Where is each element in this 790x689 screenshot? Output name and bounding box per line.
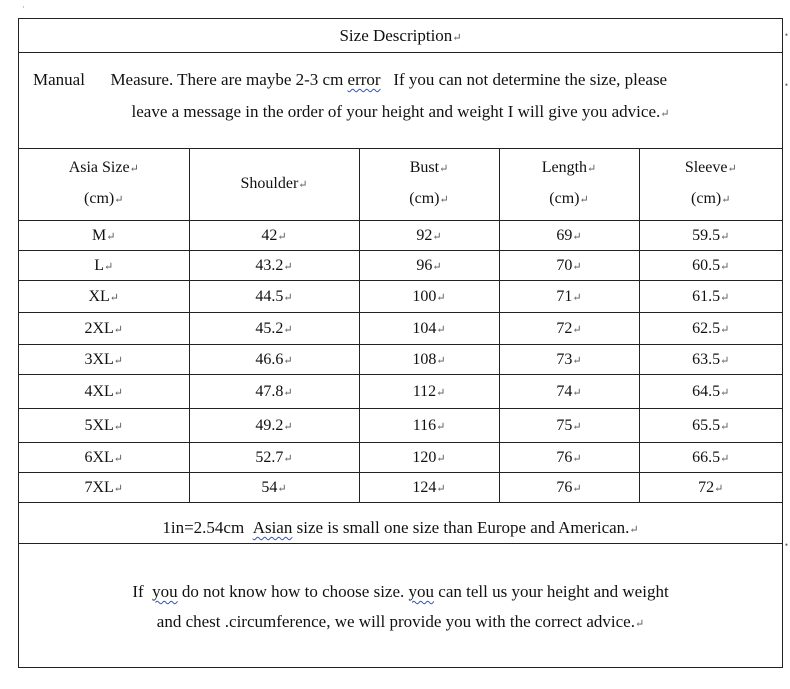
paragraph-mark: ↵: [660, 108, 670, 120]
cell-value: 59.5: [692, 226, 721, 244]
cell-shoulder: [189, 443, 359, 473]
cell-mark: ↵: [436, 452, 446, 465]
cell-mark: ↵: [283, 260, 293, 273]
cell-value: 46.6: [255, 350, 284, 368]
cell-mark: ↵: [720, 354, 730, 367]
cell-mark: ↵: [277, 482, 287, 495]
cell-value: 72: [556, 319, 573, 337]
cell-sleeve: [639, 345, 782, 375]
cell-mark: ↵: [113, 386, 124, 399]
cell-shoulder: [189, 281, 359, 313]
cell-mark: ↵: [436, 323, 446, 336]
cell-mark: ↵: [283, 323, 293, 336]
cell-shoulder: [189, 409, 359, 443]
cell-size: [19, 221, 189, 251]
manual-row: [19, 52, 782, 149]
cell-size: [19, 375, 189, 409]
advice-line2-text: and chest .circumference, we will provide you with the correct advice.: [156, 612, 635, 631]
cell-bust: [359, 375, 499, 409]
cell-value: 72: [698, 478, 715, 496]
page-title: Size Description: [339, 26, 453, 45]
cell-shoulder: [189, 345, 359, 375]
cell-value: 73: [556, 350, 573, 368]
cell-value: 52.7: [255, 448, 284, 466]
cell-mark: ↵: [106, 230, 116, 243]
cell-mark: ↵: [720, 420, 730, 433]
cell-size: [19, 281, 189, 313]
cell-size: [19, 251, 189, 281]
cell-value: 43.2: [255, 256, 284, 274]
header-asia-size-line2: (cm): [84, 190, 115, 207]
cell-mark: ↵: [720, 452, 730, 465]
cell-value: 100: [412, 287, 437, 305]
cell-sleeve: [639, 473, 782, 503]
header-bust-line2: (cm): [409, 190, 440, 207]
cell-value: L: [94, 256, 105, 274]
cell-mark: ↵: [109, 291, 120, 304]
row-end-mark: •: [784, 80, 788, 90]
asian-word: Asian: [252, 518, 293, 537]
cell-value: 65.5: [692, 416, 721, 434]
cell-mark: ↵: [587, 163, 597, 175]
advice-line1-rest: can tell us your height and weight: [438, 582, 669, 601]
table-row: [19, 443, 782, 473]
conversion-rest: size is small one size than Europe and American.: [296, 518, 630, 537]
table-row: [19, 375, 782, 409]
table-header-row: [19, 148, 782, 221]
cell-bust: [359, 313, 499, 345]
cell-shoulder: [189, 221, 359, 251]
cell-value: M: [92, 226, 107, 244]
advice-line-1: [19, 577, 782, 607]
cell-value: XL: [88, 287, 110, 305]
header-shoulder: [189, 148, 359, 221]
cell-mark: ↵: [436, 291, 446, 304]
title-row: [19, 19, 782, 53]
cell-mark: ↵: [113, 482, 124, 495]
cell-value: 7XL: [84, 478, 114, 496]
cell-size: [19, 345, 189, 375]
cell-value: 64.5: [692, 382, 721, 400]
table-row: [19, 409, 782, 443]
cell-value: 62.5: [692, 319, 721, 337]
cell-mark: ↵: [283, 452, 293, 465]
cell-length: [499, 375, 639, 409]
advice-you-2: you: [408, 582, 435, 601]
cell-shoulder: [189, 313, 359, 345]
cell-bust: [359, 473, 499, 503]
cell-mark: ↵: [432, 260, 442, 273]
cell-bust: [359, 409, 499, 443]
cell-length: [499, 345, 639, 375]
cell-value: 116: [412, 416, 437, 434]
cell-mark: ↵: [720, 291, 730, 304]
cell-value: 69: [556, 226, 573, 244]
cell-mark: ↵: [572, 291, 582, 304]
cell-value: 42: [261, 226, 278, 244]
cell-length: [499, 281, 639, 313]
header-length: [499, 148, 639, 221]
cell-value: 49.2: [255, 416, 284, 434]
cell-mark: ↵: [714, 482, 724, 495]
header-asia-size-line1: Asia Size: [68, 159, 130, 176]
header-bust-line1: Bust: [409, 159, 440, 176]
cell-mark: ↵: [114, 194, 124, 206]
paragraph-mark: ↵: [452, 32, 462, 44]
table-row: [19, 221, 782, 251]
cell-value: 124: [412, 478, 437, 496]
paragraph-mark: ↵: [629, 524, 639, 536]
header-bust: [359, 148, 499, 221]
cell-mark: ↵: [572, 482, 582, 495]
cell-value: 71: [556, 287, 573, 305]
cell-mark: ↵: [432, 230, 442, 243]
manual-line-1: [33, 70, 667, 90]
cell-mark: ↵: [113, 452, 124, 465]
table-row: [19, 345, 782, 375]
cell-value: 120: [412, 448, 437, 466]
cell-mark: ↵: [283, 386, 293, 399]
header-length-line2: (cm): [549, 190, 580, 207]
cell-shoulder: [189, 473, 359, 503]
cell-mark: ↵: [720, 260, 730, 273]
cell-value: 96: [416, 256, 433, 274]
cell-shoulder: [189, 251, 359, 281]
cell-mark: ↵: [720, 386, 730, 399]
cell-sleeve: [639, 443, 782, 473]
cell-size: [19, 409, 189, 443]
cell-mark: ↵: [439, 194, 449, 206]
cell-sleeve: [639, 221, 782, 251]
advice-line-2: [19, 607, 782, 639]
cell-mark: ↵: [283, 354, 293, 367]
manual-line1-rest: If you can not determine the size, please: [393, 70, 668, 89]
header-sleeve-line2: (cm): [691, 190, 722, 207]
cell-shoulder: [189, 375, 359, 409]
paragraph-mark: ↵: [634, 618, 645, 630]
cell-value: 104: [412, 319, 437, 337]
cell-length: [499, 409, 639, 443]
size-chart-frame: [18, 18, 783, 668]
manual-word: Manual: [33, 70, 85, 89]
cell-mark: ↵: [129, 163, 139, 175]
cell-bust: [359, 221, 499, 251]
cell-bust: [359, 443, 499, 473]
table-row: [19, 251, 782, 281]
cell-value: 112: [412, 382, 437, 400]
cell-value: 3XL: [84, 350, 114, 368]
cell-value: 63.5: [692, 350, 721, 368]
header-length-line1: Length: [541, 159, 588, 176]
advice-if: If: [132, 582, 144, 601]
cell-mark: ↵: [439, 163, 449, 175]
row-end-mark: •: [784, 30, 788, 40]
cell-size: [19, 313, 189, 345]
corner-dot: ·: [22, 2, 25, 12]
cell-mark: ↵: [721, 194, 731, 206]
cell-mark: ↵: [113, 354, 124, 367]
cell-size: [19, 473, 189, 503]
cell-value: 70: [556, 256, 573, 274]
manual-error-word: error: [347, 70, 381, 89]
cell-mark: ↵: [572, 452, 582, 465]
cell-bust: [359, 281, 499, 313]
cell-mark: ↵: [436, 482, 446, 495]
table-row: [19, 313, 782, 345]
cell-length: [499, 313, 639, 345]
cell-mark: ↵: [436, 386, 446, 399]
cell-mark: ↵: [298, 178, 308, 191]
cell-size: [19, 443, 189, 473]
manual-line-2: [19, 102, 782, 122]
cell-mark: ↵: [720, 230, 730, 243]
cell-mark: ↵: [436, 420, 446, 433]
advice-block: [19, 577, 782, 639]
cell-mark: ↵: [572, 230, 582, 243]
cell-mark: ↵: [727, 163, 737, 175]
cell-sleeve: [639, 409, 782, 443]
cell-value: 4XL: [84, 382, 114, 400]
cell-mark: ↵: [283, 291, 293, 304]
cell-mark: ↵: [572, 420, 582, 433]
cell-value: 54: [261, 478, 278, 496]
cell-bust: [359, 251, 499, 281]
cell-value: 2XL: [84, 319, 114, 337]
cell-value: 66.5: [692, 448, 721, 466]
cell-sleeve: [639, 313, 782, 345]
header-sleeve-line1: Sleeve: [684, 159, 728, 176]
cell-value: 76: [556, 448, 573, 466]
cell-mark: ↵: [572, 323, 582, 336]
cell-value: 76: [556, 478, 573, 496]
cell-length: [499, 221, 639, 251]
size-table: [19, 148, 782, 503]
cell-value: 47.8: [255, 382, 284, 400]
cell-mark: ↵: [113, 420, 124, 433]
cell-value: 45.2: [255, 319, 284, 337]
cell-bust: [359, 345, 499, 375]
cell-value: 108: [412, 350, 437, 368]
cell-value: 5XL: [84, 416, 114, 434]
cell-value: 74: [556, 382, 573, 400]
cell-length: [499, 473, 639, 503]
cell-value: 44.5: [255, 287, 284, 305]
cell-sleeve: [639, 251, 782, 281]
table-row: [19, 281, 782, 313]
header-shoulder-label: Shoulder: [240, 174, 299, 192]
row-end-mark: •: [784, 540, 788, 550]
advice-line1-mid: do not know how to choose size.: [181, 582, 405, 601]
cell-value: 92: [416, 226, 433, 244]
cell-mark: ↵: [579, 194, 589, 206]
cell-mark: ↵: [436, 354, 446, 367]
cell-mark: ↵: [104, 260, 114, 273]
header-sleeve: [639, 148, 782, 221]
cell-value: 6XL: [84, 448, 114, 466]
header-asia-size: [19, 148, 189, 221]
conversion-prefix: 1in=2.54cm: [162, 518, 245, 537]
cell-length: [499, 251, 639, 281]
conversion-note-row: [19, 513, 782, 544]
cell-mark: ↵: [277, 230, 287, 243]
cell-mark: ↵: [572, 260, 582, 273]
manual-measure-text: Measure. There are maybe 2-3 cm: [110, 70, 344, 89]
cell-mark: ↵: [572, 386, 582, 399]
cell-value: 61.5: [692, 287, 721, 305]
manual-line2-text: leave a message in the order of your height and weight I will give you advice.: [131, 102, 661, 121]
cell-mark: ↵: [572, 354, 582, 367]
cell-mark: ↵: [283, 420, 293, 433]
cell-value: 75: [556, 416, 573, 434]
size-rows: [19, 221, 782, 503]
table-row: [19, 473, 782, 503]
cell-sleeve: [639, 281, 782, 313]
cell-mark: ↵: [720, 323, 730, 336]
cell-length: [499, 443, 639, 473]
advice-you: you: [152, 582, 178, 601]
cell-sleeve: [639, 375, 782, 409]
cell-mark: ↵: [113, 323, 124, 336]
cell-value: 60.5: [692, 256, 721, 274]
